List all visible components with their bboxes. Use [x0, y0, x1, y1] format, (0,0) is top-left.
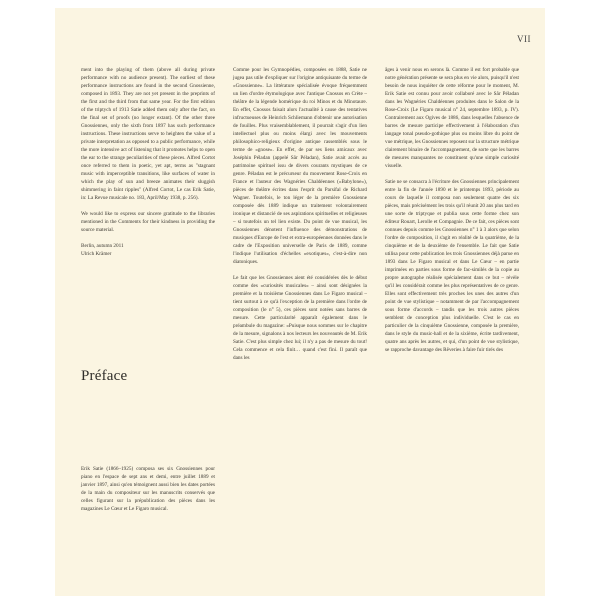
signature-place-date: Berlin, autumn 2011: [81, 243, 124, 249]
page-number: VII: [517, 34, 531, 44]
preface-middle-column: [233, 66, 367, 370]
signature-author: Ulrich Krämer: [81, 251, 112, 257]
body-paragraph: Le fait que les Gnossiennes aient été considérées dès le début comme des «curiosités musicales» – ainsi sont désignées la première et la troisième Gnossiennes dans Le Figaro musical – tient surtout à ce qu'à l'exception de la première dans l'ordre de composition (le n° 5), ces pièces sont notées sans barres de mesure. Cette particularité apparaît également dans le préambule du magazine: «Puisque nous sommes sur le chapitre de la mesure, signalons à nos lecteurs les nouveautés de M. Erik Satie. C'est plus simple chez lui; il n'y a pas de mesure du tout! Cela commence et cela finit… quand c'est fini. Il paraît que dans les: [233, 275, 367, 361]
preface-heading: Préface: [81, 368, 128, 384]
acknowledgement-paragraph: We would like to express our sincere gratitude to the libraries mentioned in the Comments for their kindness in providing the source material.: [81, 211, 215, 233]
preface-right-column: [385, 66, 519, 362]
body-paragraph: ment into the playing of them (above all during private performance with no audience present). The earliest of these performance instructions are found in the second Gnossienne, composed in 1893. They are not yet present in the preprints of the first and the third from that same year. For the first edition of the triptych of 1913 Satie added them only after the fact, on the final set of proofs (no longer extant). Of the other three Gnossiennes, only the sixth from 1897 has such performance instructions. These instructions serve to heighten the value of a private interpretation as opposed to a public performance, while the more intensive act of listening that it promotes helps to open the ear to the strange peculiarities of these pieces. Alfred Cortot once referred to them in poetic, yet apt, terms as "stagnant music with imperceptible transitions, like surfaces of water in which the play of sun and breeze animates their sluggish shimmering in faint ripples" (Alfred Cortot, Le cas Erik Satie, in: La Revue musicale no. 183, April/May 1938, p. 256).: [81, 67, 215, 201]
english-afterword-column: [81, 66, 215, 258]
body-paragraph: Satie ne se consacra à l'écriture des Gnossiennes principalement entre la fin de l'année 1890 et le printemps 1893, période au cours de laquelle il composa non seulement quatre des six pièces, mais précisément les trois qu'il réunit 20 ans plus tard en une sorte de triptyque et publia sous cette forme chez son éditeur Rouart, Lerolle et Compagnie. De ce fait, ces pièces sont connues depuis comme les Gnossiennes n° 1 à 3 alors que selon l'ordre de composition, il s'agit en réalité de la quatrième, de la cinquième et de la deuxième de l'ensemble. Le fait que Satie utilisa pour cette publication les trois Gnossiennes déjà parue en 1893 dans Le Figaro musical et dans Le Cœur – en partie imprimées en parties sous forme de fac-similés de la copie au propre autographe réalisée spécialement dans ce but – révèle qu'il les considérait comme les plus représentatives de ce genre. Elles sont effectivement très proches les unes des autres d'un point de vue stylistique – notamment de par l'accompagnement sous forme d'accords – tandis que les trois autres pièces semblent de conception plus individuelle. C'est le cas en particulier de la cinquième Gnossienne, composée la première, dans le style du music-hall et de la sixième, écrite tardivement, quatre ans après les autres, et qui, d'un point de vue stylistique, se rapproche davantage des Rêveries à faire fuir tirés des: [385, 179, 519, 353]
preface-intro-column: [81, 465, 215, 521]
body-paragraph: Comme pour les Gymnopédies, composées en 1888, Satie ne jugea pas utile d'expliquer sur l'origine antiquisante du terme de «Gnossienne». La littérature spécialisée évoque fréquemment un lien d'ordre étymologique avec l'antique Cnossos en Crète – théâtre de la légende homérique du roi Minos et du Minotaure. En effet, Cnossos faisait alors l'actualité à cause des tentatives infructueuses de Heinrich Schliemann d'obtenir une autorisation de fouilles. Plus vraisemblablement, il pourrait s'agir d'un lien intellectuel plus ou moins élargi avec les mouvements philosophico-religieux d'origine antique rassemblés sous le terme de «gnose». En effet, de par ses liens amicaux avec Joséphin Péladan (appelé Sâr Péladan), Satie avait accès au patrimoine spirituel issu de divers courants mystiques de ce genre. Péladan est le précurseur du mouvement Rose-Croix en France et l'auteur des Wagnéries Chaldéennes («Babylone»), pièces de théâtre écrites dans l'esprit du Parsifal de Richard Wagner. Toutefois, le ton léger de la première Gnossienne composée dès 1889 indique un traitement volontairement ironique et distancié de ses aspirations spirituelles et religieuses – si toutefois un tel lien existe. Du point de vue musical, les Gnossiennes dénotent l'influence des démonstrations de musiques d'Europe de l'est et extra-européennes données dans le cadre de l'Exposition universelle de Paris de 1889, comme l'indique l'utilisation d'échelles «exotiques», c'est-à-dire non diatoniques.: [233, 67, 367, 265]
book-page: [55, 8, 545, 596]
body-paragraph: âges à venir nous en serons là. Comme il est fort probable que notre génération présente se sera plus en vie alors, puisqu'il n'est besoin de nous inquiéter de cette réforme pour le moment, M. Erik Satie est connu pour avoir collaboré avec le Sâr Péladan dans les Wagnéries Chaldéennes produites dans le Salon de la Rose-Croix (Le Figaro musical n° 24, septembre 1893, p. IV). Contrairement aux Ogives de 1886, dans lesquelles l'absence de barres de mesure participe effectivement à l'élaboration d'un langage tonal pseudo-gothique plus ou moins libre du point de vue métrique, les Gnossiennes reposent sur la structure métrique clairement binaire de l'accompagnement, de sorte que les barres de mesures manquantes ne constituent qu'une simple curiosité visuelle.: [385, 67, 519, 169]
preface-intro-paragraph: Erik Satie (1866–1925) composa ses six Gnossiennes pour piano en l'espace de sept ans et demi, entre juillet 1889 et janvier 1897, ainsi qu'en témoignent aussi bien les dates portées de la main du compositeur sur les manuscrits conservés que celles figurant sur la prépublication des pièces dans les magazines Le Cœur et Le Figaro musical.: [81, 466, 215, 512]
